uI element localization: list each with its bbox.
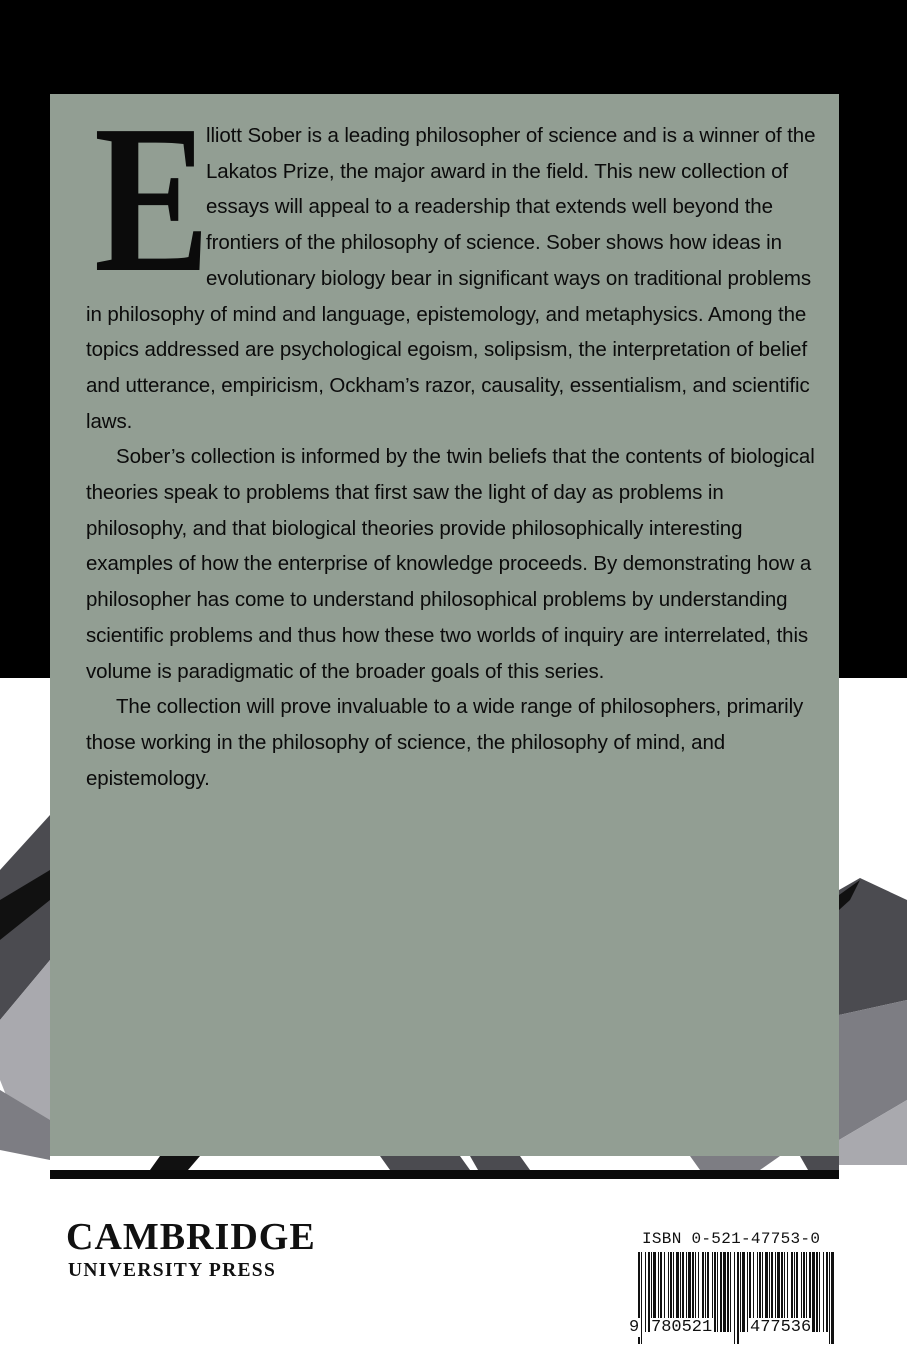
shape-bottom-right-dark (800, 1156, 839, 1170)
shape-bottom-left-black (150, 1156, 200, 1170)
isbn-label: ISBN 0-521-47753-0 (642, 1230, 821, 1248)
barcode-bar (829, 1252, 830, 1344)
shape-bottom-dark-2 (470, 1156, 530, 1170)
drop-cap-letter: E (94, 81, 210, 316)
blurb-paragraph-1: lliott Sober is a leading philosopher of science and is a winner of the Lakatos Prize, the major award in the field. This new collection of essays will appeal to a readership that extends well beyond the frontiers of the philosophy of science. Sober shows how ideas in evolutionary biology bear in significant ways on traditional problems in philosophy of mind and language, epistemology, and metaphysics. Among the topics addressed are psychological egoism, solipsism, the interpretation of belief and utterance, empiricism, Ockham’s razor, causality, essentialism, and scientific laws. (86, 124, 816, 433)
shape-bottom-dark-1 (380, 1156, 470, 1170)
barcode-bar (720, 1252, 722, 1332)
shape-bottom-gray (690, 1156, 780, 1170)
barcode-bar (819, 1252, 820, 1332)
barcode-digits-right: 477536 (750, 1318, 812, 1337)
barcode-bar (823, 1252, 824, 1332)
barcode-bar (723, 1252, 726, 1332)
horizontal-rule (50, 1170, 839, 1179)
barcode-bar (740, 1252, 741, 1332)
barcode-bar (730, 1252, 731, 1332)
publisher-subtitle: UNIVERSITY PRESS (68, 1260, 277, 1281)
barcode-bar (812, 1252, 815, 1332)
publisher-logo (66, 1215, 316, 1283)
barcode-bar (816, 1252, 818, 1332)
barcode-digit-first: 9 (629, 1318, 640, 1337)
barcode-bar (734, 1252, 735, 1344)
barcode-bar (645, 1252, 646, 1332)
blurb-paragraph-2: Sober’s collection is informed by the twin beliefs that the contents of biological theories speak to problems that first saw the light of day as problems in philosophy, and that biological theories provide philosophically interesting examples of how the enterprise of knowledge proceeds. By demonstrating how a philosopher has come to understand philosophical problems by understanding scientific problems and thus how these two worlds of inquiry are interrelated, this volume is paradigmatic of the broader goals of this series. (86, 445, 815, 683)
publisher-name: CAMBRIDGE (66, 1216, 316, 1258)
barcode-bar (742, 1252, 745, 1332)
barcode-bar (737, 1252, 739, 1344)
barcode-bar (747, 1252, 748, 1332)
blurb-paragraph-3: The collection will prove invaluable to a wide range of philosophers, primarily those working in the philosophy of science, the philosophy of mind, and epistemology. (86, 695, 804, 790)
barcode-bar (727, 1252, 729, 1332)
barcode-bar (717, 1252, 718, 1332)
barcode-digits-left: 780521 (651, 1318, 713, 1337)
barcode-bar (826, 1252, 828, 1332)
isbn-barcode-block (628, 1230, 840, 1346)
barcode-bar (831, 1252, 834, 1344)
back-cover-blurb (86, 81, 826, 796)
barcode-bar (714, 1252, 716, 1332)
barcode-bar (641, 1252, 642, 1344)
